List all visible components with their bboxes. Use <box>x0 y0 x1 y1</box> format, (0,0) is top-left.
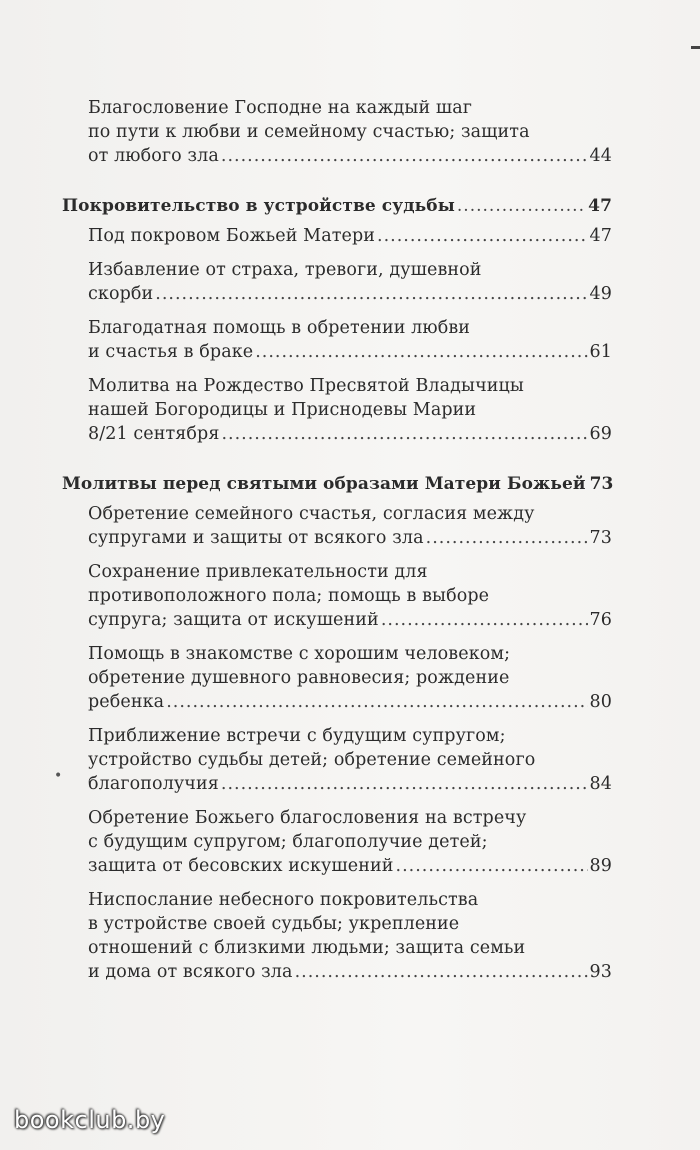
toc-entry-last-line <box>88 772 612 796</box>
toc-entry-line: противоположного пола; помощь в выборе <box>88 586 490 606</box>
page-number: 61 <box>589 342 612 362</box>
page-number: 73 <box>589 474 614 494</box>
dot-leader <box>221 772 588 796</box>
toc-entry-title: и дома от всякого зла <box>88 962 293 982</box>
toc-entry-title: супруга; защита от искушений <box>88 610 379 630</box>
toc-entry-last-line <box>62 472 612 496</box>
toc-entry-line: Благодатная помощь в обретении любви <box>88 318 471 338</box>
page-number: 89 <box>589 856 612 876</box>
dot-leader <box>426 526 588 550</box>
toc-entry <box>88 96 612 168</box>
toc-entry <box>88 502 612 550</box>
page-number: 49 <box>589 284 612 304</box>
toc-entry-last-line <box>88 144 612 168</box>
watermark: bookclub.by <box>14 1106 166 1134</box>
toc-entry-line: Сохранение привлекательности для <box>88 562 428 582</box>
toc-entry-text <box>88 224 612 248</box>
toc-entry-text <box>88 502 612 550</box>
toc-entry <box>88 560 612 632</box>
toc-entry-title: от любого зла <box>88 146 219 166</box>
toc-entry-line: Благословение Господне на каждый шаг <box>88 98 473 118</box>
dot-leader <box>221 144 588 168</box>
toc-entry <box>88 224 612 248</box>
dot-leader <box>166 690 587 714</box>
toc-entry-line: отношений с близкими людьми; защита семьи <box>88 938 526 958</box>
dot-leader <box>155 282 587 306</box>
toc-entry-title: благополучия <box>88 774 219 794</box>
toc-entry-last-line <box>62 194 612 218</box>
toc-entry-title: Молитвы перед святыми образами Матери Божьей <box>62 474 586 494</box>
toc-entry-line: Приближение встречи с будущим супругом; <box>88 726 506 746</box>
page-number: 44 <box>589 146 612 166</box>
toc-entry-title: Покровительство в устройстве судьбы <box>62 196 455 216</box>
stray-mark: • <box>54 768 63 784</box>
toc-entry-text <box>88 258 612 306</box>
toc-entry-last-line <box>88 340 612 364</box>
toc-entry-title: и счастья в браке <box>88 342 254 362</box>
toc-entry-title: супругами и защиты от всякого зла <box>88 528 424 548</box>
toc-entry-line: Помощь в знакомстве с хорошим человеком; <box>88 644 511 664</box>
toc-entry-title: ребенка <box>88 692 165 712</box>
toc-entry <box>88 806 612 878</box>
toc-entry-title: Под покровом Божьей Матери <box>88 226 376 246</box>
toc-entry-title: защита от бесовских искушений <box>88 856 394 876</box>
table-of-contents <box>62 96 612 994</box>
page-number: 76 <box>589 610 612 630</box>
toc-entry <box>88 316 612 364</box>
toc-entry-line: Избавление от страха, тревоги, душевной <box>88 260 482 280</box>
toc-entry-text <box>62 194 612 218</box>
toc-entry <box>88 642 612 714</box>
toc-section-heading <box>62 472 612 496</box>
toc-entry-last-line <box>88 282 612 306</box>
page-number: 69 <box>589 424 612 444</box>
toc-entry-line: с будущим супругом; благополучие детей; <box>88 832 488 852</box>
toc-entry-line: устройство судьбы детей; обретение семейного <box>88 750 536 770</box>
toc-entry-text <box>88 642 612 714</box>
toc-entry-line: нашей Богородицы и Приснодевы Марии <box>88 400 477 420</box>
toc-entry-text <box>88 888 612 984</box>
toc-entry-last-line <box>88 422 612 446</box>
toc-entry-line: Обретение Божьего благословения на встречу <box>88 808 527 828</box>
toc-section-heading <box>62 194 612 218</box>
toc-entry-line: по пути к любви и семейному счастью; защита <box>88 122 530 142</box>
toc-entry-text <box>88 806 612 878</box>
dot-leader <box>457 194 586 218</box>
page-number: 80 <box>589 692 612 712</box>
toc-entry-line: в устройстве своей судьбы; укрепление <box>88 914 460 934</box>
toc-entry-line: обретение душевного равновесия; рождение <box>88 668 510 688</box>
toc-entry-line: Ниспослание небесного покровительства <box>88 890 479 910</box>
dot-leader <box>255 340 587 364</box>
toc-entry-text <box>88 374 612 446</box>
toc-entry-last-line <box>88 854 612 878</box>
toc-entry <box>88 888 612 984</box>
page-edge-mark <box>691 46 700 49</box>
toc-entry-text <box>88 96 612 168</box>
toc-entry-line: Обретение семейного счастья, согласия между <box>88 504 535 524</box>
page-number: 47 <box>589 226 612 246</box>
dot-leader <box>381 608 588 632</box>
toc-entry <box>88 724 612 796</box>
toc-entry <box>88 258 612 306</box>
page-number: 73 <box>589 528 612 548</box>
toc-entry-title: скорби <box>88 284 154 304</box>
dot-leader <box>396 854 588 878</box>
toc-entry-last-line <box>88 224 612 248</box>
toc-entry-last-line <box>88 608 612 632</box>
toc-entry-last-line <box>88 960 612 984</box>
page-number: 93 <box>589 962 612 982</box>
toc-entry-text <box>88 560 612 632</box>
toc-entry-last-line <box>88 526 612 550</box>
dot-leader <box>221 422 587 446</box>
toc-entry-text <box>62 472 612 496</box>
dot-leader <box>295 960 588 984</box>
toc-entry-line: Молитва на Рождество Пресвятой Владычицы <box>88 376 524 396</box>
page-number: 84 <box>589 774 612 794</box>
toc-entry <box>88 374 612 446</box>
toc-entry-text <box>88 316 612 364</box>
toc-entry-title: 8/21 сентября <box>88 424 220 444</box>
page-number: 47 <box>588 196 612 216</box>
toc-entry-text <box>88 724 612 796</box>
dot-leader <box>377 224 587 248</box>
toc-entry-last-line <box>88 690 612 714</box>
